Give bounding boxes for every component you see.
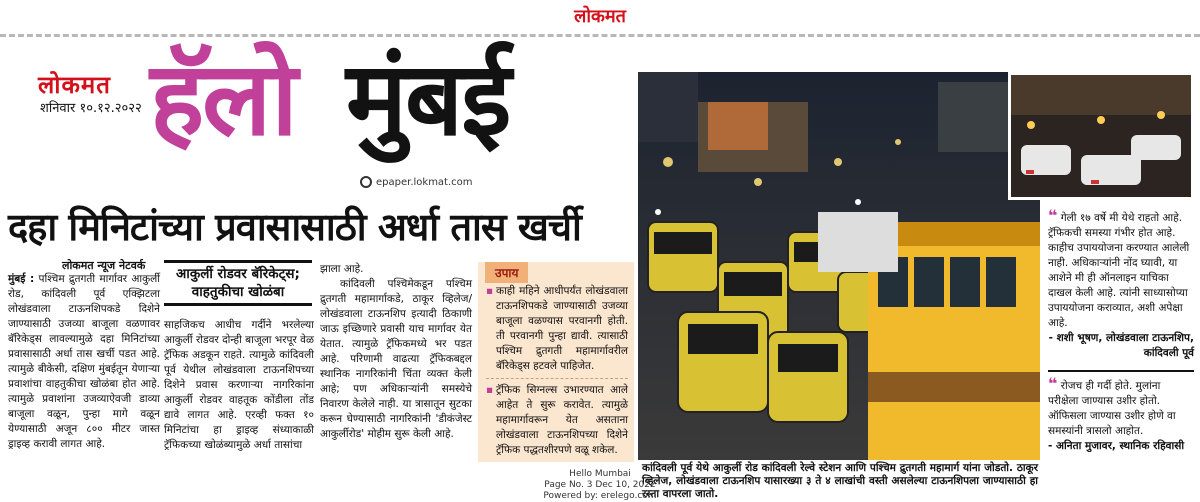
footer-section: Hello Mumbai (569, 469, 631, 479)
traffic-inset-photo (1008, 72, 1194, 200)
quote-text: गेली १७ वर्षे मी येथे राहतो आहे. ट्रॅफिकची समस्या गंभीर होत आहे. काहीच उपाययोजना करण्यात आलेली नाही. अधिकाऱ्यांनी नोंद घ्यावी, या आशेने मी ही ऑनलाइन याचिका दाखल केली आहे. त्यांनी साध्यासोप्या उपाययोजना कराव्यात, अशी अपेक्षा आहे. (1048, 212, 1190, 329)
section-logo: लोकमत (38, 71, 111, 99)
epaper-link[interactable] (360, 176, 473, 188)
solution-item: ▪ काही महिने आधीपर्यंत लोखंडवाला टाऊनशिपकडे जाण्यासाठी उजव्या बाजूला वळण्यास परवानगी होती. ती परवानगी पुन्हा द्यावी. त्यासाठी पश्चिम द्रुतगती महामार्गावरील बॅरिकेड्स हटवले पाहिजेत. (486, 284, 628, 374)
dateline: मुंबई : (8, 273, 35, 285)
quote-divider (1048, 370, 1194, 372)
quote-text: रोजच ही गर्दी होते. मुलांना परीक्षेला जाण्यास उशीर होतो. ऑफिसला जाण्यास उशीर होणे वा समस्यांनी त्रासलो आहोत. (1048, 380, 1176, 437)
article-headline: दहा मिनिटांच्या प्रवासासाठी अर्धा तास खर्ची (8, 205, 581, 249)
quote-author: - अनिता मुजावर, स्थानिक रहिवासी (1048, 440, 1185, 452)
reader-quote (1048, 376, 1194, 454)
solution-item: ▪ ट्रॅफिक सिग्नल्स उभारण्यात आले आहेत ते सुरू करावेत. त्यामुळे महामार्गावरून येत असताना लोखंडवाला टाऊनशिपच्या दिशेने ट्रॅफिक पद्धतशीरपणे वळू शकेल. (486, 383, 628, 458)
page-footer (0, 469, 1200, 502)
footer-page-info: Page No. 3 Dec 10, 2022 (544, 480, 656, 490)
masthead-divider (0, 34, 1200, 37)
article-column-3-cont: झाला आहे. (320, 263, 364, 275)
article-column-2: साहजिकच आधीच गर्दीने भरलेल्या आकुर्ली रोडवर दोन्ही बाजूला भरपूर वेळ ट्रॅफिक अडकून राहते. त्यामुळे कांदिवली पूर्व येथील लोखंडवाला टाऊनशिपच्या दिशेने प्रवास करणाऱ्या नागरिकांना आकुर्ली रोडवर वाहतूक कोंडीला तोंड द्यावे लागत आहे. एरव्ही फक्त १० मिनिटांचा हा ड्राइव्ह संध्याकाळी ट्रॅफिकच्या खोळंब्यामुळे अर्धा तासांचा (164, 319, 314, 451)
quote-mark-icon: ❝ (1048, 206, 1058, 225)
article-column-1-text: पश्चिम द्रुतगती मार्गावर आकुर्ली रोड, कांदिवली पूर्व एक्झिटला लोखंडवाला टाऊनशिपकडे दिशेने जाण्यासाठी उजव्या बाजूला वळणावर बॅरिकेड्स लावल्यामुळे दहा मिनिटांच्या प्रवासासाठी अर्धा तास खर्ची पडत आहे. त्यामुळे बीकेसी, दक्षिण मुंबईतून येणाऱ्या प्रवाशांचा वाहतुकीचा खोळंबा होत आहे. त्यामुळे प्रवाशांना उजव्याऐवजी डाव्या बाजूला वळून, पुन्हा मागे वळून येण्यासाठी अजून ८०० मीटर जास्त ड्राइव्ह करावी लागत आहे. (8, 273, 160, 450)
article-column-3-text: कांदिवली पश्चिमेकडून पश्चिम द्रुतगती महामार्गाकडे, ठाकूर व्हिलेज/लोखंडवाला टाऊनशिप इत्यादी ठिकाणी जाऊ इच्छिणारे प्रवासी याच मार्गावर येत येतात. त्यामुळे ट्रॅफिकमध्ये भर पडत आहे. परिणामी वाढत्या ट्रॅफिकबद्दल स्थानिक नागरिकांनी चिंता व्यक्त केली आहे; पण अधिकाऱ्यांनी समस्येचे निवारण केलेले नाही. या त्रासातून सुटका करून घेण्यासाठी नागरिकांनी 'डीकंजेस्ट आकुर्लीरोड' मोहीम सुरू केली आहे. (320, 278, 472, 440)
globe-icon (360, 176, 372, 188)
section-title-mumbai: मुंबई (346, 40, 510, 159)
article-column-3 (320, 262, 472, 442)
solutions-panel (478, 262, 634, 462)
issue-date: शनिवार १०.१२.२०२२ (40, 101, 142, 116)
masthead-logo: लोकमत (574, 6, 626, 27)
footer-powered-by: Powered by: erelego.com (543, 491, 657, 501)
article-subheading: आकुर्ली रोडवर बॅरिकेट्स; वाहतुकीचा खोळंबा (164, 260, 312, 306)
article-byline: लोकमत न्यूज नेटवर्क (62, 259, 146, 272)
quote-author: - शशी भूषण, लोखंडवाला टाऊनशिप, कांदिवली पूर्व (1048, 332, 1194, 359)
reader-quote (1048, 208, 1194, 361)
quote-mark-icon: ❝ (1048, 374, 1058, 393)
solutions-tab: उपाय (485, 262, 528, 283)
section-title-hello: हॅलो (150, 40, 296, 159)
epaper-url: epaper.lokmat.com (376, 177, 473, 188)
solution-divider (486, 378, 628, 379)
photo-caption: कांदिवली पूर्व येथे आकुर्ली रोड कांदिवली रेल्वे स्टेशन आणि पश्चिम द्रुतगती महामार्ग यांना जोडतो. ठाकूर व्हिलेज, लोखंडवाला टाऊनशिप यासारख्या ३ ते ४ लाखांची वस्ती असलेल्या टाऊनशिपला जाण्यासाठी हा रस्ता वापरला जातो. (638, 460, 1040, 501)
traffic-photo (638, 72, 1040, 460)
article-column-1 (8, 272, 160, 452)
